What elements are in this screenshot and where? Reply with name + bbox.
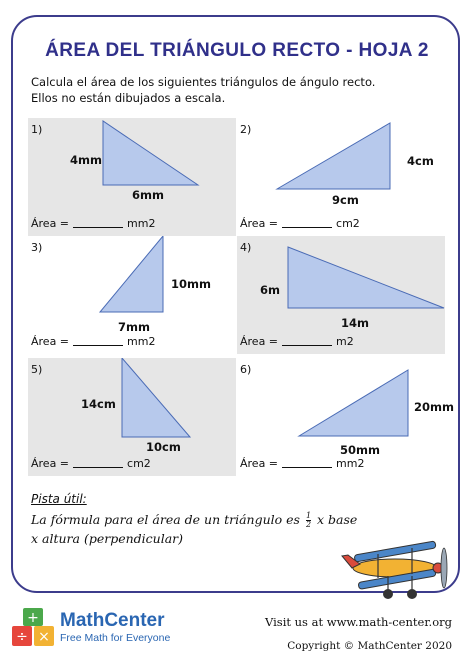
answer-prefix: Área = [240, 335, 279, 348]
problem-6 [237, 358, 454, 476]
airplane-icon [340, 528, 450, 600]
height-label: 10mm [171, 277, 211, 291]
height-label: 6m [260, 283, 280, 297]
hint-text-after: x base x altura (perpendicular) [31, 512, 358, 546]
fraction-one-half [306, 512, 311, 529]
mathcenter-logo-icon [10, 606, 56, 652]
answer-prefix: Área = [240, 217, 279, 230]
answer-blank[interactable] [73, 345, 123, 346]
answer-line [240, 457, 364, 470]
base-label: 6mm [132, 188, 164, 202]
problem-2 [237, 118, 445, 236]
answer-unit: mm2 [336, 457, 365, 470]
height-label: 4cm [407, 154, 434, 168]
answer-line [240, 335, 354, 348]
svg-text:×: × [38, 629, 50, 645]
problem-number: 3) [31, 241, 43, 254]
fraction-denominator: 2 [305, 520, 312, 529]
height-label: 20mm [414, 400, 454, 414]
hint-title: Pista útil: [31, 492, 87, 506]
answer-prefix: Área = [31, 217, 70, 230]
instruction-line-2: Ellos no están dibujados a escala. [31, 91, 226, 105]
brand-name: MathCenter [60, 610, 165, 631]
instruction-line-1: Calcula el área de los siguientes triángulos de ángulo recto. [31, 75, 376, 89]
fraction-numerator: 1 [305, 511, 312, 520]
base-label: 7mm [118, 320, 150, 334]
svg-text:+: + [27, 610, 39, 626]
instructions [31, 74, 451, 106]
answer-blank[interactable] [282, 467, 332, 468]
base-label: 14m [341, 316, 369, 330]
problem-5 [28, 358, 236, 476]
height-label: 4mm [70, 153, 102, 167]
hint-text-before: La fórmula para el área de un triángulo es [31, 512, 304, 527]
hint-formula [31, 510, 361, 548]
height-label: 14cm [81, 397, 116, 411]
problem-number: 6) [240, 363, 252, 376]
problem-number: 2) [240, 123, 252, 136]
answer-line [31, 217, 155, 230]
answer-prefix: Área = [31, 335, 70, 348]
answer-line [31, 335, 155, 348]
answer-prefix: Área = [240, 457, 279, 470]
problem-number: 4) [240, 241, 252, 254]
svg-text:÷: ÷ [16, 629, 28, 645]
problem-4 [237, 236, 445, 354]
base-label: 50mm [340, 443, 380, 457]
answer-blank[interactable] [282, 227, 332, 228]
answer-blank[interactable] [73, 227, 123, 228]
base-label: 9cm [332, 193, 359, 207]
answer-unit: m2 [336, 335, 354, 348]
copyright: Copyright © MathCenter 2020 [287, 640, 452, 652]
problem-number: 5) [31, 363, 43, 376]
answer-blank[interactable] [282, 345, 332, 346]
page-title: ÁREA DEL TRIÁNGULO RECTO - HOJA 2 [45, 40, 429, 61]
problem-number: 1) [31, 123, 43, 136]
website-link[interactable]: Visit us at www.math-center.org [265, 615, 452, 629]
answer-unit: cm2 [336, 217, 360, 230]
problem-1 [28, 118, 236, 236]
answer-unit: mm2 [127, 217, 156, 230]
answer-prefix: Área = [31, 457, 70, 470]
answer-unit: mm2 [127, 335, 156, 348]
answer-line [240, 217, 360, 230]
problem-3 [28, 236, 236, 354]
base-label: 10cm [146, 440, 181, 454]
answer-unit: cm2 [127, 457, 151, 470]
brand-tagline: Free Math for Everyone [60, 632, 171, 644]
answer-line [31, 457, 151, 470]
answer-blank[interactable] [73, 467, 123, 468]
